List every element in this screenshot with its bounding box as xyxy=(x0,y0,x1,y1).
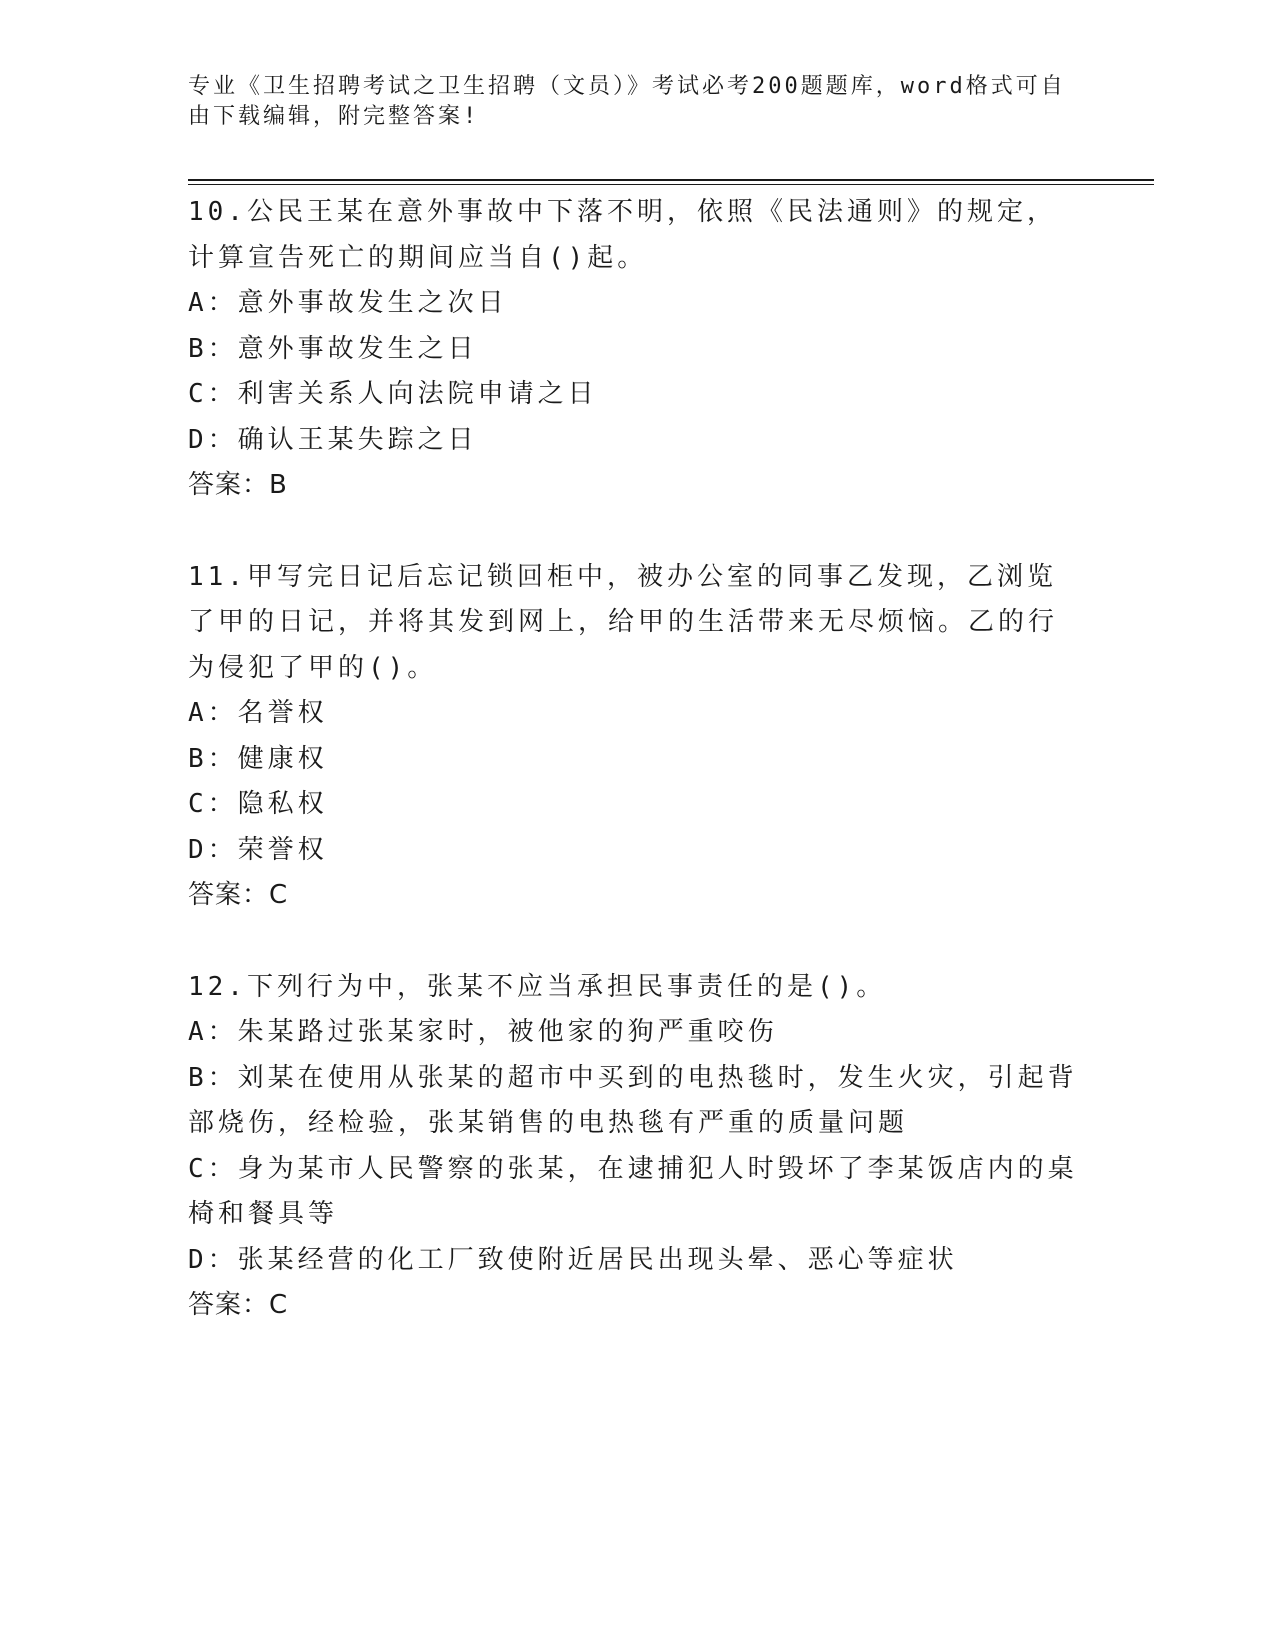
question-10 xyxy=(188,190,1078,509)
header-divider-thick xyxy=(188,179,1154,181)
question-stem: 12.下列行为中，张某不应当承担民事责任的是()。 xyxy=(188,971,887,1002)
option-a: A：朱某路过张某家时，被他家的狗严重咬伤 xyxy=(188,1017,778,1047)
header-line-2: 由下载编辑，附完整答案! xyxy=(188,104,480,129)
question-stem: 10.公民王某在意外事故中下落不明，依照《民法通则》的规定，计算宣告死亡的期间应当自()起。 xyxy=(188,197,1057,273)
answer: 答案：B xyxy=(188,470,288,500)
option-d: D：荣誉权 xyxy=(188,834,328,865)
option-c: C：隐私权 xyxy=(188,789,328,819)
option-d: D：确认王某失踪之日 xyxy=(188,424,478,455)
question-list xyxy=(188,190,1078,1375)
option-c: C：利害关系人向法院申请之日 xyxy=(188,379,598,409)
option-d: D：张某经营的化工厂致使附近居民出现头晕、恶心等症状 xyxy=(188,1244,958,1275)
answer: 答案：C xyxy=(188,1290,289,1320)
question-12 xyxy=(188,965,1078,1329)
option-b: B：刘某在使用从张某的超市中买到的电热毯时，发生火灾，引起背部烧伤，经检验，张某销售的电热毯有严重的质量问题 xyxy=(188,1062,1078,1138)
option-a: A：名誉权 xyxy=(188,698,328,728)
option-a: A：意外事故发生之次日 xyxy=(188,288,508,318)
answer: 答案：C xyxy=(188,880,289,910)
question-stem: 11.甲写完日记后忘记锁回柜中，被办公室的同事乙发现，乙浏览了甲的日记，并将其发到网上，给甲的生活带来无尽烦恼。乙的行为侵犯了甲的()。 xyxy=(188,561,1059,683)
option-c: C：身为某市人民警察的张某，在逮捕犯人时毁坏了李某饭店内的桌椅和餐具等 xyxy=(188,1153,1078,1229)
header-line-1: 专业《卫生招聘考试之卫生招聘（文员）》考试必考200题题库，word格式可自 xyxy=(188,74,1066,99)
option-b: B：健康权 xyxy=(188,743,328,774)
option-b: B：意外事故发生之日 xyxy=(188,333,478,364)
document-header xyxy=(188,72,1068,132)
header-divider-thin xyxy=(188,184,1154,185)
question-11 xyxy=(188,555,1078,919)
